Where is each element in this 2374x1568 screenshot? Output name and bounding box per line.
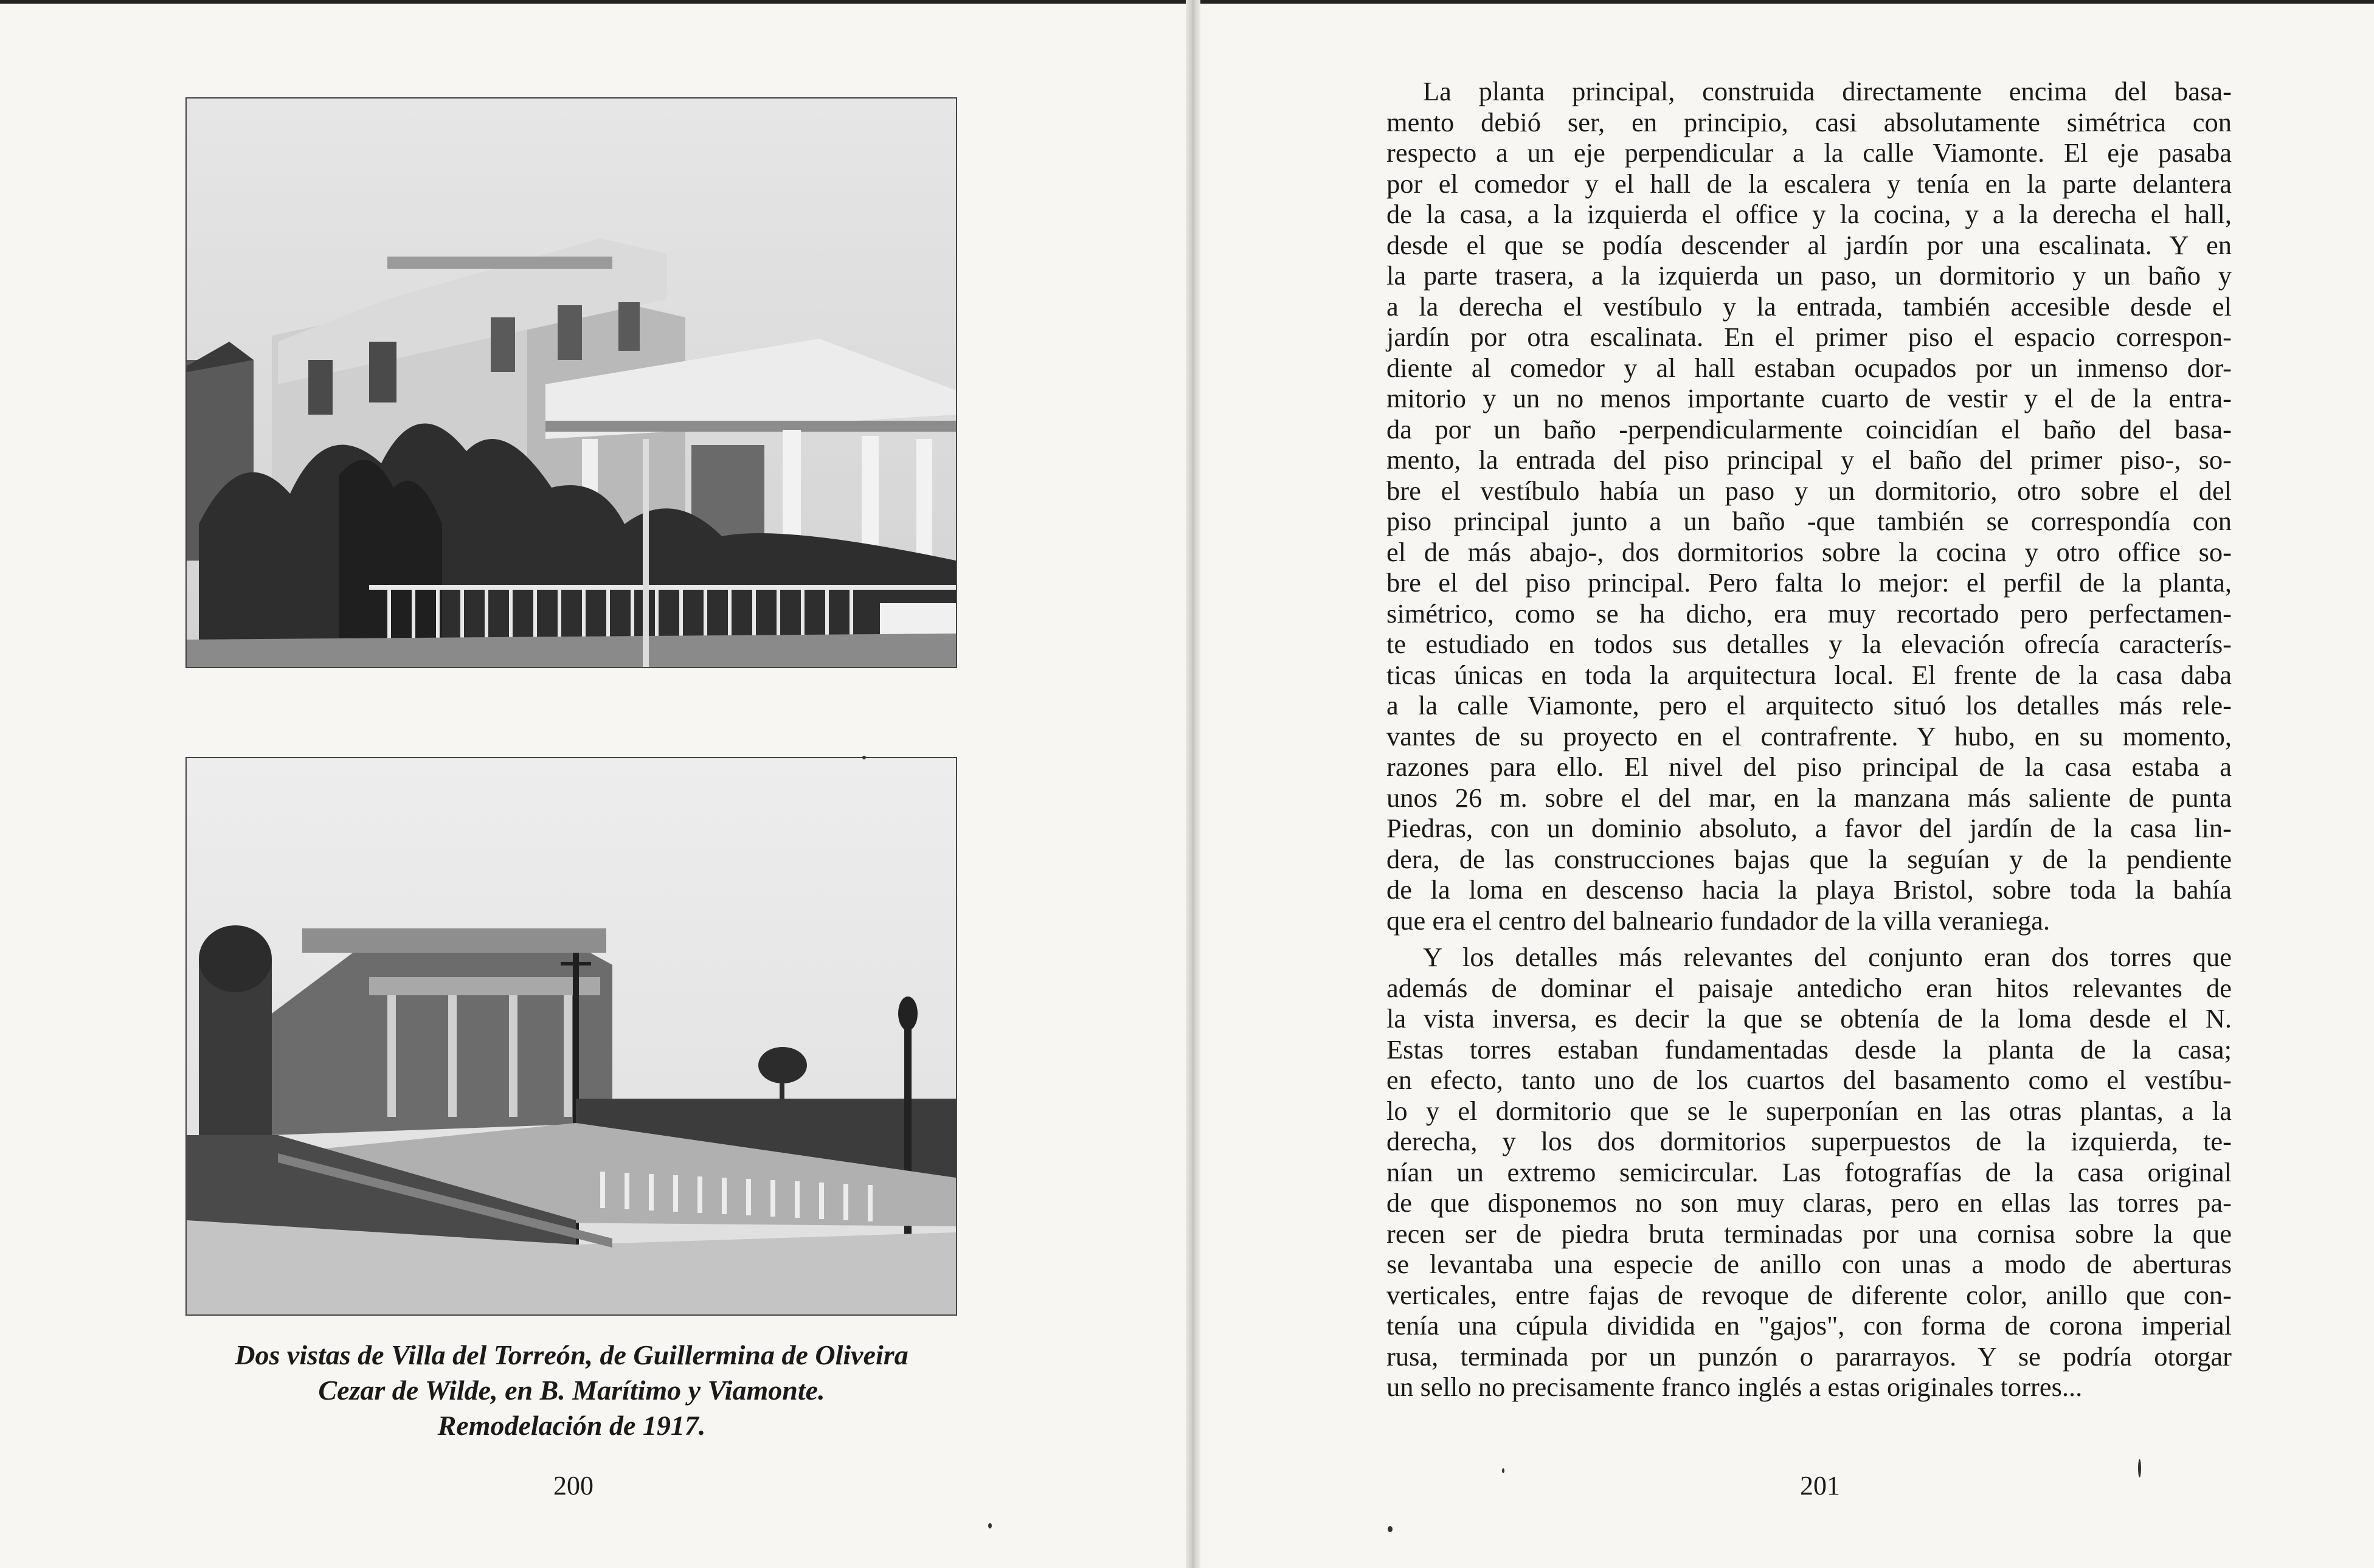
- text-line: lo y el dormitorio que se le superponían en las otras plantas, a la: [1386, 1095, 2232, 1126]
- text-line: Estas torres estaban fundamentadas desde la planta de la casa;: [1386, 1034, 2232, 1065]
- text-line: nían un extremo semicircular. Las fotografías de la casa original: [1386, 1156, 2232, 1187]
- text-line: mento debió ser, en principio, casi absolutamente simétrica con: [1386, 106, 2232, 137]
- text-line: de que disponemos no son muy claras, pero en ellas las torres pa-: [1386, 1187, 2232, 1218]
- text-line: además de dominar el paisaje antedicho eran hitos relevantes de: [1386, 972, 2232, 1003]
- text-line: mitorio y un no menos importante cuarto de vestir y el de la entra-: [1386, 383, 2232, 413]
- text-line: dera, de las construcciones bajas que la seguían y de la pendiente: [1386, 843, 2232, 874]
- text-line: la parte trasera, a la izquierda un paso, un dormitorio y un baño y: [1386, 260, 2232, 291]
- text-line: piso principal junto a un baño -que también se correspondía con: [1386, 506, 2232, 536]
- text-line: que era el centro del balneario fundador de la villa veraniega.: [1386, 905, 2050, 936]
- text-line: te estudiado en todos sus detalles y la elevación ofrecía caracterís-: [1386, 629, 2232, 659]
- text-line: a la derecha el vestíbulo y la entrada, también accesible desde el: [1386, 291, 2232, 322]
- text-line: verticales, entre fajas de revoque de diferente color, anillo que con-: [1386, 1279, 2232, 1310]
- page-number-left: 200: [553, 1471, 594, 1501]
- scan-speck: [862, 756, 866, 759]
- body-text: [1386, 76, 2232, 1403]
- text-line: simétrico, como se ha dicho, era muy recortado pero perfectamen-: [1386, 598, 2232, 629]
- text-line: rusa, terminada por un punzón o pararrayos. Y se podría otorgar: [1386, 1341, 2232, 1372]
- caption-line: Remodelación de 1917.: [437, 1410, 706, 1441]
- text-line: tenía una cúpula dividida en "gajos", con forma de corona imperial: [1386, 1310, 2232, 1341]
- paragraph-1: [1386, 76, 2232, 936]
- text-line: recen ser de piedra bruta terminadas por una cornisa sobre la que: [1386, 1218, 2232, 1249]
- text-line: mento, la entrada del piso principal y el baño del primer piso-, so-: [1386, 444, 2232, 475]
- scan-speck: [1388, 1526, 1393, 1532]
- page-number-right: 201: [1800, 1471, 1840, 1501]
- caption-line: Cezar de Wilde, en B. Marítimo y Viamonte.: [318, 1375, 825, 1406]
- scan-speck: [988, 1523, 992, 1528]
- text-line: diente al comedor y al hall estaban ocupados por un inmenso dor-: [1386, 352, 2232, 383]
- text-line: se levantaba una especie de anillo con unas a modo de aberturas: [1386, 1249, 2232, 1279]
- top-edge-right: [1200, 0, 2374, 4]
- text-line: ticas únicas en toda la arquitectura local. El frente de la casa daba: [1386, 659, 2232, 690]
- scan-speck: [2138, 1459, 2141, 1477]
- caption-line: Dos vistas de Villa del Torreón, de Guillermina de Oliveira: [235, 1339, 908, 1370]
- text-line: la vista inversa, es decir la que se obtenía de la loma desde el N.: [1386, 1003, 2232, 1034]
- text-line: en efecto, tanto uno de los cuartos del basamento como el vestíbu-: [1386, 1065, 2232, 1095]
- text-line: jardín por otra escalinata. En el primer piso el espacio correspon-: [1386, 322, 2232, 352]
- book-gutter: [1186, 0, 1200, 1568]
- text-line: de la casa, a la izquierda el office y la cocina, y a la derecha el hall,: [1386, 199, 2232, 229]
- text-line: un sello no precisamente franco inglés a estas originales torres...: [1386, 1372, 2083, 1402]
- scan-speck: [1502, 1468, 1504, 1473]
- paragraph-2: [1386, 942, 2232, 1403]
- text-line: a la calle Viamonte, pero el arquitecto situó los detalles más rele-: [1386, 690, 2232, 720]
- text-line: La planta principal, construida directamente encima del basa-: [1423, 76, 2232, 106]
- text-line: derecha, y los dos dormitorios superpuestos de la izquierda, te-: [1386, 1126, 2232, 1156]
- text-line: el de más abajo-, dos dormitorios sobre la cocina y otro office so-: [1386, 536, 2232, 567]
- text-line: vantes de su proyecto en el contrafrente. Y hubo, en su momento,: [1386, 720, 2232, 751]
- text-line: de la loma en descenso hacia la playa Bristol, sobre toda la bahía: [1386, 874, 2232, 905]
- text-line: bre el vestíbulo había un paso y un dormitorio, otro sobre el del: [1386, 475, 2232, 506]
- text-line: razones para ello. El nivel del piso principal de la casa estaba a: [1386, 751, 2232, 782]
- villa-photo-1: [185, 97, 957, 668]
- photo-caption: [158, 1338, 985, 1443]
- text-line: da por un baño -perpendicularmente coincidían el baño del basa-: [1386, 413, 2232, 444]
- text-line: por el comedor y el hall de la escalera y tenía en la parte delantera: [1386, 168, 2232, 199]
- text-line: respecto a un eje perpendicular a la calle Viamonte. El eje pasaba: [1386, 137, 2232, 168]
- text-line: Piedras, con un dominio absoluto, a favor del jardín de la casa lin-: [1386, 813, 2232, 843]
- text-line: bre el del piso principal. Pero falta lo mejor: el perfil de la planta,: [1386, 567, 2232, 598]
- text-line: desde el que se podía descender al jardín por una escalinata. Y en: [1386, 229, 2232, 260]
- text-line: unos 26 m. sobre el del mar, en la manzana más saliente de punta: [1386, 782, 2232, 813]
- text-line: Y los detalles más relevantes del conjunto eran dos torres que: [1423, 942, 2232, 972]
- villa-photo-2: [185, 757, 957, 1316]
- top-edge-left: [0, 0, 1186, 4]
